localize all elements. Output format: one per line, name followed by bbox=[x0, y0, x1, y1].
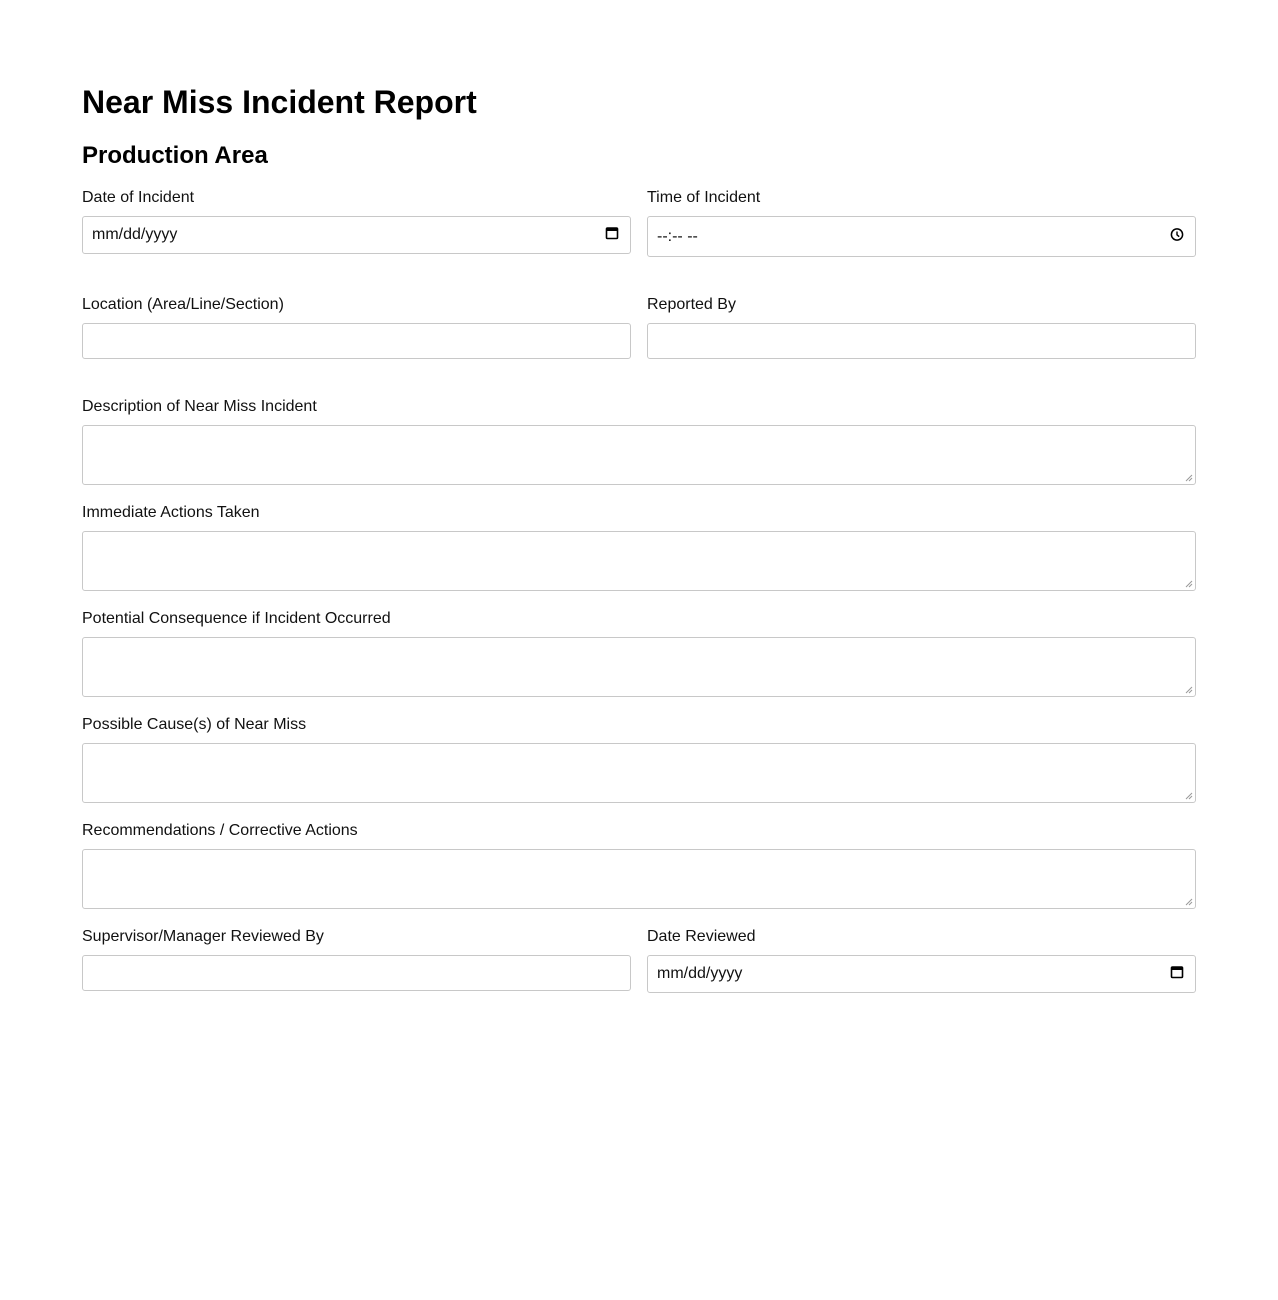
resize-handle-icon[interactable] bbox=[1185, 686, 1193, 694]
time-placeholder: --:-- -- bbox=[657, 227, 698, 245]
reviewed-by-input[interactable] bbox=[82, 955, 631, 991]
resize-handle-icon[interactable] bbox=[1185, 580, 1193, 588]
resize-handle-icon[interactable] bbox=[1185, 474, 1193, 482]
potential-consequence-textarea[interactable] bbox=[82, 637, 1196, 697]
time-of-incident-label: Time of Incident bbox=[647, 189, 761, 206]
location-label: Location (Area/Line/Section) bbox=[82, 296, 284, 313]
reviewed-by-field bbox=[82, 927, 631, 947]
possible-causes-field bbox=[82, 715, 1196, 735]
description-textarea[interactable] bbox=[82, 425, 1196, 485]
calendar-icon[interactable] bbox=[1170, 965, 1184, 984]
page-title: Near Miss Incident Report bbox=[82, 84, 477, 120]
recommendations-label: Recommendations / Corrective Actions bbox=[82, 822, 358, 839]
recommendations-textarea[interactable] bbox=[82, 849, 1196, 909]
clock-icon[interactable] bbox=[1170, 227, 1184, 246]
date-of-incident-input[interactable] bbox=[82, 216, 631, 254]
possible-causes-textarea[interactable] bbox=[82, 743, 1196, 803]
description-field bbox=[82, 397, 1196, 417]
date-reviewed-input[interactable] bbox=[647, 955, 1196, 993]
date-reviewed-label: Date Reviewed bbox=[647, 928, 756, 945]
possible-causes-label: Possible Cause(s) of Near Miss bbox=[82, 716, 307, 733]
date-of-incident-label: Date of Incident bbox=[82, 189, 195, 206]
resize-handle-icon[interactable] bbox=[1185, 792, 1193, 800]
date-of-incident-field bbox=[82, 188, 631, 243]
potential-consequence-label: Potential Consequence if Incident Occurred bbox=[82, 610, 391, 627]
location-input[interactable] bbox=[82, 323, 631, 359]
immediate-actions-textarea[interactable] bbox=[82, 531, 1196, 591]
reviewed-by-label: Supervisor/Manager Reviewed By bbox=[82, 928, 324, 945]
reported-by-input[interactable] bbox=[647, 323, 1196, 359]
time-of-incident-input[interactable] bbox=[647, 216, 1196, 257]
location-field bbox=[82, 295, 631, 315]
potential-consequence-field bbox=[82, 609, 1196, 629]
resize-handle-icon[interactable] bbox=[1185, 898, 1193, 906]
recommendations-field bbox=[82, 821, 1196, 841]
immediate-actions-label: Immediate Actions Taken bbox=[82, 504, 260, 521]
description-label: Description of Near Miss Incident bbox=[82, 398, 317, 415]
reported-by-label: Reported By bbox=[647, 296, 736, 313]
date-reviewed-field bbox=[647, 927, 1196, 982]
date-placeholder: mm/dd/yyyy bbox=[92, 226, 178, 243]
date-placeholder: mm/dd/yyyy bbox=[657, 965, 743, 982]
report-form bbox=[82, 82, 1196, 982]
immediate-actions-field bbox=[82, 503, 1196, 523]
time-of-incident-field bbox=[647, 188, 1196, 245]
reported-by-field bbox=[647, 295, 1196, 315]
calendar-icon[interactable] bbox=[605, 226, 619, 245]
section-title: Production Area bbox=[82, 142, 268, 169]
